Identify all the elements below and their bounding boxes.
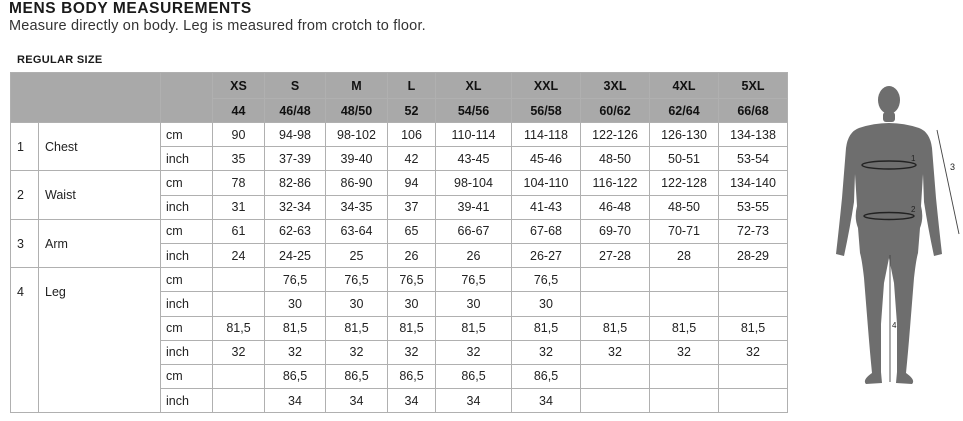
value-cell: 86,5 <box>388 364 436 388</box>
value-cell: 104-110 <box>512 171 581 195</box>
unit-cell: inch <box>161 340 213 364</box>
value-cell: 30 <box>436 292 512 316</box>
value-cell: 76,5 <box>326 268 388 292</box>
eu-size-header: 54/56 <box>436 99 512 123</box>
unit-cell: inch <box>161 389 213 413</box>
value-cell: 86,5 <box>512 364 581 388</box>
size-header: 5XL <box>719 73 788 99</box>
value-cell: 122-126 <box>581 123 650 147</box>
value-cell: 76,5 <box>436 268 512 292</box>
value-cell: 39-40 <box>326 147 388 171</box>
value-cell: 34 <box>512 389 581 413</box>
value-cell: 81,5 <box>265 316 326 340</box>
unit-cell: cm <box>161 123 213 147</box>
value-cell: 34-35 <box>326 195 388 219</box>
value-cell: 24 <box>213 243 265 267</box>
value-cell: 82-86 <box>265 171 326 195</box>
value-cell <box>581 292 650 316</box>
figure-label-3: 3 <box>950 162 956 172</box>
value-cell: 37 <box>388 195 436 219</box>
value-cell: 116-122 <box>581 171 650 195</box>
value-cell: 43-45 <box>436 147 512 171</box>
value-cell: 53-54 <box>719 147 788 171</box>
figure-label-4: 4 <box>892 321 897 330</box>
value-cell <box>650 364 719 388</box>
figure-label-1: 1 <box>911 154 916 163</box>
size-header: S <box>265 73 326 99</box>
value-cell: 30 <box>512 292 581 316</box>
value-cell: 41-43 <box>512 195 581 219</box>
unit-cell: cm <box>161 171 213 195</box>
value-cell: 81,5 <box>213 316 265 340</box>
value-cell: 25 <box>326 243 388 267</box>
measurement-number: 2 <box>11 171 39 219</box>
measurement-name: Leg <box>39 268 161 413</box>
table-row <box>11 219 788 243</box>
page-subtitle: Measure directly on body. Leg is measured from crotch to floor. <box>9 18 426 34</box>
value-cell: 66-67 <box>436 219 512 243</box>
value-cell: 110-114 <box>436 123 512 147</box>
value-cell: 32 <box>213 340 265 364</box>
value-cell: 30 <box>265 292 326 316</box>
size-header-row <box>11 73 788 99</box>
measurement-number: 1 <box>11 123 39 171</box>
size-table <box>10 72 788 413</box>
value-cell: 63-64 <box>326 219 388 243</box>
unit-cell: cm <box>161 316 213 340</box>
value-cell <box>213 292 265 316</box>
value-cell: 90 <box>213 123 265 147</box>
size-header: XL <box>436 73 512 99</box>
value-cell: 81,5 <box>436 316 512 340</box>
table-row <box>11 268 788 292</box>
value-cell: 34 <box>388 389 436 413</box>
measurement-name: Arm <box>39 219 161 267</box>
value-cell: 81,5 <box>650 316 719 340</box>
value-cell: 94 <box>388 171 436 195</box>
measurement-name: Chest <box>39 123 161 171</box>
value-cell: 76,5 <box>512 268 581 292</box>
eu-size-header: 44 <box>213 99 265 123</box>
size-header: L <box>388 73 436 99</box>
value-cell: 86,5 <box>436 364 512 388</box>
unit-cell: cm <box>161 364 213 388</box>
value-cell: 32 <box>265 340 326 364</box>
value-cell: 46-48 <box>581 195 650 219</box>
value-cell: 45-46 <box>512 147 581 171</box>
value-cell: 65 <box>388 219 436 243</box>
eu-size-header: 66/68 <box>719 99 788 123</box>
value-cell: 98-102 <box>326 123 388 147</box>
value-cell: 126-130 <box>650 123 719 147</box>
value-cell: 86,5 <box>326 364 388 388</box>
value-cell: 134-140 <box>719 171 788 195</box>
value-cell: 81,5 <box>719 316 788 340</box>
size-header: 4XL <box>650 73 719 99</box>
eu-size-header: 62/64 <box>650 99 719 123</box>
measurement-number: 4 <box>11 268 39 413</box>
header-corner <box>11 73 161 123</box>
value-cell <box>581 268 650 292</box>
value-cell: 61 <box>213 219 265 243</box>
value-cell: 31 <box>213 195 265 219</box>
value-cell: 32 <box>512 340 581 364</box>
value-cell: 42 <box>388 147 436 171</box>
measurement-number: 3 <box>11 219 39 267</box>
size-header: XXL <box>512 73 581 99</box>
unit-cell: inch <box>161 243 213 267</box>
value-cell: 81,5 <box>388 316 436 340</box>
size-header: M <box>326 73 388 99</box>
unit-cell: cm <box>161 219 213 243</box>
header-unit-corner <box>161 73 213 123</box>
value-cell: 32 <box>436 340 512 364</box>
value-cell <box>650 268 719 292</box>
value-cell: 78 <box>213 171 265 195</box>
value-cell: 32-34 <box>265 195 326 219</box>
size-header: 3XL <box>581 73 650 99</box>
unit-cell: inch <box>161 147 213 171</box>
value-cell: 62-63 <box>265 219 326 243</box>
value-cell: 72-73 <box>719 219 788 243</box>
size-header: XS <box>213 73 265 99</box>
value-cell <box>650 389 719 413</box>
value-cell: 30 <box>326 292 388 316</box>
eu-size-header: 52 <box>388 99 436 123</box>
figure-label-2: 2 <box>911 205 916 214</box>
value-cell: 70-71 <box>650 219 719 243</box>
value-cell: 50-51 <box>650 147 719 171</box>
value-cell: 53-55 <box>719 195 788 219</box>
value-cell: 48-50 <box>650 195 719 219</box>
value-cell: 26-27 <box>512 243 581 267</box>
value-cell: 69-70 <box>581 219 650 243</box>
value-cell: 67-68 <box>512 219 581 243</box>
value-cell: 35 <box>213 147 265 171</box>
value-cell: 86,5 <box>265 364 326 388</box>
unit-cell: inch <box>161 195 213 219</box>
value-cell: 122-128 <box>650 171 719 195</box>
value-cell: 81,5 <box>581 316 650 340</box>
unit-cell: inch <box>161 292 213 316</box>
value-cell: 114-118 <box>512 123 581 147</box>
body-silhouette-icon <box>826 78 963 390</box>
table-row <box>11 171 788 195</box>
value-cell: 106 <box>388 123 436 147</box>
value-cell: 81,5 <box>512 316 581 340</box>
value-cell: 32 <box>581 340 650 364</box>
eu-size-header: 56/58 <box>512 99 581 123</box>
value-cell: 24-25 <box>265 243 326 267</box>
eu-size-header: 48/50 <box>326 99 388 123</box>
value-cell: 27-28 <box>581 243 650 267</box>
value-cell: 28 <box>650 243 719 267</box>
value-cell: 34 <box>436 389 512 413</box>
table-row <box>11 123 788 147</box>
value-cell: 26 <box>388 243 436 267</box>
value-cell: 48-50 <box>581 147 650 171</box>
value-cell <box>581 389 650 413</box>
value-cell: 37-39 <box>265 147 326 171</box>
value-cell: 32 <box>326 340 388 364</box>
value-cell: 30 <box>388 292 436 316</box>
value-cell: 34 <box>265 389 326 413</box>
value-cell: 34 <box>326 389 388 413</box>
value-cell: 32 <box>388 340 436 364</box>
value-cell: 32 <box>650 340 719 364</box>
value-cell: 26 <box>436 243 512 267</box>
value-cell <box>719 292 788 316</box>
value-cell: 28-29 <box>719 243 788 267</box>
value-cell <box>719 389 788 413</box>
unit-cell: cm <box>161 268 213 292</box>
value-cell: 39-41 <box>436 195 512 219</box>
page-title: MENS BODY MEASUREMENTS <box>9 0 252 17</box>
value-cell: 134-138 <box>719 123 788 147</box>
section-label: REGULAR SIZE <box>17 54 103 66</box>
value-cell <box>650 292 719 316</box>
value-cell <box>213 389 265 413</box>
eu-size-header: 60/62 <box>581 99 650 123</box>
value-cell: 98-104 <box>436 171 512 195</box>
value-cell: 94-98 <box>265 123 326 147</box>
eu-size-header: 46/48 <box>265 99 326 123</box>
value-cell: 32 <box>719 340 788 364</box>
value-cell: 76,5 <box>388 268 436 292</box>
value-cell: 86-90 <box>326 171 388 195</box>
value-cell: 81,5 <box>326 316 388 340</box>
measurement-name: Waist <box>39 171 161 219</box>
value-cell <box>581 364 650 388</box>
value-cell <box>213 364 265 388</box>
value-cell <box>719 364 788 388</box>
value-cell: 76,5 <box>265 268 326 292</box>
value-cell <box>719 268 788 292</box>
value-cell <box>213 268 265 292</box>
